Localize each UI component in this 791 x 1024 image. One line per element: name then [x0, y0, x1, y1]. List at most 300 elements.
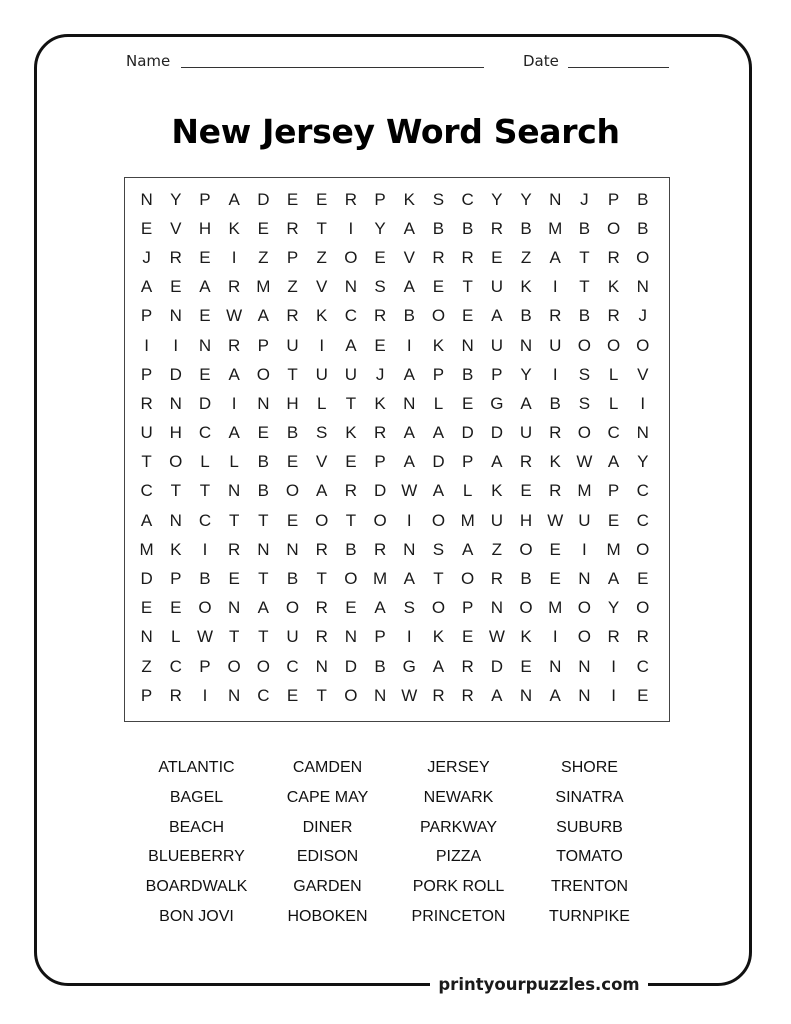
grid-cell[interactable]: P: [199, 656, 211, 676]
grid-cell[interactable]: K: [432, 335, 445, 355]
grid-cell[interactable]: H: [198, 218, 212, 238]
grid-cell[interactable]: A: [199, 277, 211, 297]
grid-cell[interactable]: B: [578, 306, 591, 326]
grid-cell[interactable]: M: [606, 539, 621, 559]
grid-cell[interactable]: B: [578, 218, 591, 238]
grid-cell[interactable]: K: [491, 481, 503, 501]
grid-cell[interactable]: C: [344, 306, 358, 326]
grid-cell[interactable]: P: [257, 335, 270, 355]
grid-cell[interactable]: N: [169, 306, 182, 326]
grid-cell[interactable]: O: [519, 598, 533, 618]
grid-cell[interactable]: U: [490, 335, 503, 355]
grid-cell[interactable]: P: [140, 364, 153, 384]
grid-cell[interactable]: R: [228, 335, 241, 355]
grid-cell[interactable]: Z: [141, 656, 152, 676]
grid-cell[interactable]: U: [344, 364, 358, 384]
grid-cell[interactable]: U: [549, 335, 562, 355]
grid-cell[interactable]: E: [345, 452, 357, 472]
grid-cell[interactable]: P: [461, 598, 474, 618]
grid-cell[interactable]: I: [231, 247, 237, 267]
grid-cell[interactable]: C: [198, 510, 212, 530]
grid-cell[interactable]: L: [229, 452, 239, 472]
grid-cell[interactable]: O: [344, 569, 358, 589]
grid-cell[interactable]: O: [169, 452, 183, 472]
grid-cell[interactable]: D: [490, 423, 503, 443]
grid-cell[interactable]: K: [316, 306, 328, 326]
grid-cell[interactable]: P: [607, 189, 620, 209]
grid-cell[interactable]: C: [286, 656, 299, 676]
grid-cell[interactable]: A: [491, 306, 503, 326]
grid-cell[interactable]: B: [374, 656, 386, 676]
grid-cell[interactable]: B: [637, 218, 649, 238]
grid-cell[interactable]: R: [140, 393, 153, 413]
grid-cell[interactable]: A: [374, 598, 386, 618]
grid-cell[interactable]: T: [287, 364, 298, 384]
grid-cell[interactable]: A: [257, 306, 270, 326]
grid-cell[interactable]: W: [488, 627, 505, 647]
grid-cell[interactable]: P: [374, 452, 386, 472]
grid-cell[interactable]: N: [636, 423, 649, 443]
grid-cell[interactable]: B: [461, 364, 474, 384]
grid-cell[interactable]: A: [403, 452, 415, 472]
grid-cell[interactable]: I: [552, 277, 558, 297]
grid-cell[interactable]: A: [549, 685, 561, 705]
grid-cell[interactable]: W: [226, 306, 243, 326]
grid-cell[interactable]: N: [169, 393, 182, 413]
grid-cell[interactable]: R: [373, 539, 387, 559]
grid-cell[interactable]: B: [286, 423, 299, 443]
grid-cell[interactable]: Y: [637, 452, 649, 472]
grid-cell[interactable]: A: [316, 481, 328, 501]
grid-cell[interactable]: R: [315, 598, 328, 618]
grid-cell[interactable]: E: [637, 569, 649, 589]
grid-cell[interactable]: N: [403, 539, 416, 559]
grid-cell[interactable]: T: [316, 569, 327, 589]
grid-cell[interactable]: D: [198, 393, 212, 413]
grid-cell[interactable]: N: [549, 656, 562, 676]
grid-cell[interactable]: Z: [287, 277, 298, 297]
grid-cell[interactable]: A: [403, 364, 415, 384]
grid-cell[interactable]: I: [319, 335, 325, 355]
grid-cell[interactable]: B: [403, 306, 415, 326]
grid-cell[interactable]: N: [257, 539, 270, 559]
grid-cell[interactable]: T: [433, 569, 444, 589]
grid-cell[interactable]: Y: [170, 189, 182, 209]
grid-cell[interactable]: H: [519, 510, 533, 530]
grid-cell[interactable]: C: [461, 189, 474, 209]
grid-cell[interactable]: K: [170, 539, 182, 559]
grid-cell[interactable]: O: [431, 306, 446, 326]
grid-cell[interactable]: B: [286, 569, 299, 589]
grid-cell[interactable]: A: [461, 539, 474, 559]
grid-cell[interactable]: V: [403, 247, 415, 267]
grid-cell[interactable]: T: [462, 277, 473, 297]
grid-cell[interactable]: M: [548, 218, 563, 238]
grid-cell[interactable]: S: [374, 277, 386, 297]
grid-cell[interactable]: B: [520, 569, 532, 589]
grid-cell[interactable]: W: [547, 510, 564, 530]
grid-cell[interactable]: R: [228, 539, 241, 559]
grid-cell[interactable]: I: [611, 685, 616, 705]
grid-cell[interactable]: A: [257, 598, 270, 618]
grid-cell[interactable]: E: [257, 423, 270, 443]
grid-cell[interactable]: M: [460, 510, 475, 530]
grid-cell[interactable]: O: [256, 656, 270, 676]
grid-cell[interactable]: O: [577, 423, 592, 443]
grid-cell[interactable]: K: [403, 189, 415, 209]
grid-cell[interactable]: C: [169, 656, 182, 676]
grid-cell[interactable]: M: [577, 481, 592, 501]
grid-cell[interactable]: D: [257, 189, 270, 209]
grid-cell[interactable]: U: [286, 335, 299, 355]
grid-cell[interactable]: R: [286, 306, 299, 326]
grid-cell[interactable]: S: [432, 539, 445, 559]
grid-cell[interactable]: A: [432, 656, 445, 676]
grid-cell[interactable]: P: [140, 685, 153, 705]
grid-cell[interactable]: R: [461, 247, 474, 267]
grid-cell[interactable]: E: [432, 277, 445, 297]
grid-cell[interactable]: O: [519, 539, 533, 559]
grid-cell[interactable]: E: [199, 247, 211, 267]
grid-cell[interactable]: S: [316, 423, 328, 443]
grid-cell[interactable]: R: [490, 569, 503, 589]
grid-cell[interactable]: E: [257, 218, 270, 238]
grid-cell[interactable]: P: [432, 364, 445, 384]
grid-cell[interactable]: Y: [491, 189, 503, 209]
grid-cell[interactable]: T: [579, 247, 590, 267]
grid-cell[interactable]: N: [228, 481, 241, 501]
grid-cell[interactable]: N: [140, 189, 153, 209]
grid-cell[interactable]: A: [140, 510, 153, 530]
grid-cell[interactable]: L: [316, 393, 327, 413]
grid-cell[interactable]: M: [256, 277, 271, 297]
grid-cell[interactable]: U: [315, 364, 328, 384]
grid-cell[interactable]: K: [549, 452, 561, 472]
grid-cell[interactable]: E: [461, 393, 474, 413]
grid-cell[interactable]: E: [374, 247, 386, 267]
grid-cell[interactable]: N: [578, 656, 591, 676]
grid-cell[interactable]: Z: [520, 247, 532, 267]
grid-cell[interactable]: W: [401, 685, 418, 705]
grid-cell[interactable]: Y: [520, 364, 532, 384]
grid-cell[interactable]: R: [636, 627, 649, 647]
grid-cell[interactable]: N: [344, 627, 358, 647]
grid-cell[interactable]: E: [199, 364, 211, 384]
grid-cell[interactable]: A: [403, 218, 415, 238]
grid-cell[interactable]: I: [348, 218, 354, 238]
grid-cell[interactable]: O: [577, 598, 592, 618]
grid-cell[interactable]: N: [228, 685, 241, 705]
grid-cell[interactable]: N: [373, 685, 387, 705]
grid-cell[interactable]: K: [228, 218, 240, 238]
grid-cell[interactable]: O: [285, 598, 300, 618]
grid-cell[interactable]: D: [490, 656, 503, 676]
grid-cell[interactable]: O: [373, 510, 387, 530]
grid-cell[interactable]: A: [228, 423, 240, 443]
grid-cell[interactable]: E: [549, 569, 561, 589]
grid-cell[interactable]: I: [582, 539, 587, 559]
grid-cell[interactable]: J: [375, 364, 385, 384]
grid-cell[interactable]: K: [374, 393, 386, 413]
grid-cell[interactable]: I: [611, 656, 616, 676]
grid-cell[interactable]: R: [315, 627, 328, 647]
grid-cell[interactable]: V: [316, 452, 328, 472]
grid-cell[interactable]: O: [636, 598, 650, 618]
grid-cell[interactable]: I: [406, 510, 412, 530]
grid-cell[interactable]: C: [607, 423, 620, 443]
grid-cell[interactable]: P: [286, 247, 299, 267]
grid-cell[interactable]: P: [374, 627, 386, 647]
grid-cell[interactable]: E: [345, 598, 357, 618]
grid-cell[interactable]: R: [228, 277, 241, 297]
grid-cell[interactable]: A: [228, 189, 240, 209]
grid-cell[interactable]: E: [607, 510, 620, 530]
grid-cell[interactable]: A: [491, 452, 503, 472]
grid-cell[interactable]: Y: [520, 189, 532, 209]
grid-cell[interactable]: O: [198, 598, 212, 618]
grid-cell[interactable]: B: [549, 393, 561, 413]
grid-cell[interactable]: O: [431, 510, 446, 530]
grid-cell[interactable]: R: [432, 247, 445, 267]
grid-cell[interactable]: R: [169, 685, 182, 705]
grid-cell[interactable]: K: [607, 277, 620, 297]
grid-cell[interactable]: T: [579, 277, 590, 297]
grid-cell[interactable]: J: [638, 306, 648, 326]
grid-cell[interactable]: D: [140, 569, 153, 589]
footer-site-link[interactable]: printyourpuzzles.com: [438, 975, 640, 994]
grid-cell[interactable]: A: [345, 335, 357, 355]
grid-cell[interactable]: E: [461, 627, 474, 647]
grid-cell[interactable]: K: [520, 277, 532, 297]
grid-cell[interactable]: P: [491, 364, 503, 384]
grid-cell[interactable]: L: [171, 627, 181, 647]
grid-cell[interactable]: W: [401, 481, 418, 501]
grid-cell[interactable]: Z: [258, 247, 269, 267]
grid-cell[interactable]: B: [257, 481, 270, 501]
grid-cell[interactable]: E: [286, 189, 299, 209]
grid-cell[interactable]: T: [258, 510, 269, 530]
grid-cell[interactable]: A: [403, 277, 415, 297]
grid-cell[interactable]: N: [578, 685, 591, 705]
grid-cell[interactable]: E: [199, 306, 211, 326]
grid-cell[interactable]: R: [315, 539, 328, 559]
grid-cell[interactable]: A: [432, 423, 445, 443]
grid-cell[interactable]: R: [549, 306, 562, 326]
grid-cell[interactable]: N: [549, 189, 562, 209]
grid-cell[interactable]: T: [345, 393, 357, 413]
grid-cell[interactable]: R: [519, 452, 533, 472]
grid-cell[interactable]: E: [491, 247, 503, 267]
grid-cell[interactable]: R: [607, 247, 620, 267]
grid-cell[interactable]: N: [461, 335, 474, 355]
grid-cell[interactable]: O: [344, 685, 358, 705]
grid-cell[interactable]: C: [198, 423, 212, 443]
grid-cell[interactable]: W: [576, 452, 593, 472]
grid-cell[interactable]: E: [286, 510, 299, 530]
grid-cell[interactable]: M: [548, 598, 563, 618]
grid-cell[interactable]: E: [520, 481, 532, 501]
grid-cell[interactable]: N: [403, 393, 416, 413]
grid-cell[interactable]: E: [140, 598, 153, 618]
grid-cell[interactable]: I: [406, 627, 412, 647]
grid-cell[interactable]: R: [490, 218, 503, 238]
grid-cell[interactable]: B: [461, 218, 474, 238]
grid-cell[interactable]: I: [231, 393, 237, 413]
grid-cell[interactable]: H: [286, 393, 299, 413]
grid-cell[interactable]: R: [549, 423, 562, 443]
grid-cell[interactable]: O: [606, 218, 621, 238]
grid-cell[interactable]: U: [140, 423, 153, 443]
grid-cell[interactable]: A: [403, 569, 415, 589]
grid-cell[interactable]: T: [258, 627, 269, 647]
grid-cell[interactable]: N: [169, 510, 182, 530]
grid-cell[interactable]: A: [607, 452, 620, 472]
grid-cell[interactable]: N: [140, 627, 153, 647]
grid-cell[interactable]: O: [431, 598, 446, 618]
grid-cell[interactable]: A: [491, 685, 503, 705]
grid-cell[interactable]: A: [403, 423, 415, 443]
grid-cell[interactable]: K: [432, 627, 445, 647]
grid-cell[interactable]: K: [345, 423, 357, 443]
grid-cell[interactable]: R: [344, 189, 358, 209]
grid-cell[interactable]: T: [228, 627, 240, 647]
grid-cell[interactable]: T: [316, 685, 327, 705]
grid-cell[interactable]: E: [286, 685, 299, 705]
grid-cell[interactable]: D: [344, 656, 358, 676]
grid-cell[interactable]: P: [199, 189, 211, 209]
grid-cell[interactable]: N: [315, 656, 328, 676]
grid-cell[interactable]: T: [316, 218, 327, 238]
grid-cell[interactable]: R: [461, 685, 474, 705]
grid-cell[interactable]: V: [316, 277, 328, 297]
grid-cell[interactable]: R: [607, 306, 620, 326]
grid-cell[interactable]: O: [577, 335, 592, 355]
grid-cell[interactable]: O: [636, 335, 650, 355]
grid-cell[interactable]: S: [578, 393, 591, 413]
grid-cell[interactable]: L: [462, 481, 473, 501]
grid-cell[interactable]: M: [139, 539, 154, 559]
grid-cell[interactable]: L: [433, 393, 444, 413]
grid-cell[interactable]: T: [228, 510, 240, 530]
grid-cell[interactable]: T: [199, 481, 211, 501]
grid-cell[interactable]: K: [520, 627, 532, 647]
grid-cell[interactable]: S: [403, 598, 415, 618]
grid-cell[interactable]: P: [374, 189, 386, 209]
grid-cell[interactable]: I: [640, 393, 646, 413]
grid-cell[interactable]: R: [607, 627, 620, 647]
grid-cell[interactable]: O: [256, 364, 270, 384]
grid-cell[interactable]: R: [373, 423, 387, 443]
grid-cell[interactable]: E: [374, 335, 386, 355]
grid-cell[interactable]: N: [519, 685, 533, 705]
grid-cell[interactable]: Z: [491, 539, 503, 559]
grid-cell[interactable]: B: [199, 569, 211, 589]
grid-cell[interactable]: J: [142, 247, 151, 267]
grid-cell[interactable]: P: [461, 452, 474, 472]
grid-cell[interactable]: B: [520, 218, 532, 238]
grid-cell[interactable]: E: [228, 569, 240, 589]
grid-cell[interactable]: P: [607, 481, 620, 501]
grid-cell[interactable]: L: [608, 393, 619, 413]
grid-cell[interactable]: A: [228, 364, 240, 384]
grid-cell[interactable]: A: [432, 481, 445, 501]
grid-cell[interactable]: B: [637, 189, 649, 209]
grid-cell[interactable]: S: [432, 189, 445, 209]
grid-cell[interactable]: C: [257, 685, 270, 705]
grid-cell[interactable]: R: [432, 685, 445, 705]
grid-cell[interactable]: W: [196, 627, 213, 647]
grid-cell[interactable]: U: [578, 510, 591, 530]
grid-cell[interactable]: C: [140, 481, 153, 501]
grid-cell[interactable]: T: [170, 481, 181, 501]
grid-cell[interactable]: U: [286, 627, 299, 647]
grid-cell[interactable]: N: [344, 277, 358, 297]
grid-cell[interactable]: C: [636, 481, 649, 501]
grid-cell[interactable]: O: [577, 627, 592, 647]
grid-cell[interactable]: A: [520, 393, 532, 413]
grid-cell[interactable]: R: [373, 306, 387, 326]
grid-cell[interactable]: O: [315, 510, 329, 530]
grid-cell[interactable]: E: [549, 539, 561, 559]
puzzle-grid[interactable]: [132, 185, 657, 710]
grid-cell[interactable]: T: [141, 452, 152, 472]
grid-cell[interactable]: O: [227, 656, 241, 676]
grid-cell[interactable]: U: [490, 277, 503, 297]
grid-cell[interactable]: E: [316, 189, 328, 209]
grid-cell[interactable]: G: [490, 393, 504, 413]
grid-cell[interactable]: C: [636, 656, 649, 676]
grid-cell[interactable]: T: [345, 510, 357, 530]
grid-cell[interactable]: V: [170, 218, 182, 238]
grid-cell[interactable]: O: [461, 569, 475, 589]
grid-cell[interactable]: B: [520, 306, 532, 326]
grid-cell[interactable]: D: [432, 452, 445, 472]
grid-cell[interactable]: E: [520, 656, 532, 676]
grid-cell[interactable]: A: [607, 569, 620, 589]
grid-cell[interactable]: R: [286, 218, 299, 238]
grid-cell[interactable]: U: [490, 510, 503, 530]
grid-cell[interactable]: M: [373, 569, 388, 589]
grid-cell[interactable]: B: [432, 218, 445, 238]
grid-cell[interactable]: B: [257, 452, 270, 472]
grid-cell[interactable]: Y: [607, 598, 620, 618]
grid-cell[interactable]: A: [140, 277, 153, 297]
grid-cell[interactable]: Z: [316, 247, 327, 267]
grid-cell[interactable]: I: [552, 364, 558, 384]
grid-cell[interactable]: N: [286, 539, 299, 559]
grid-cell[interactable]: D: [169, 364, 182, 384]
grid-cell[interactable]: C: [636, 510, 649, 530]
grid-cell[interactable]: U: [519, 423, 533, 443]
grid-cell[interactable]: R: [549, 481, 562, 501]
date-field-line[interactable]: [568, 67, 669, 68]
grid-cell[interactable]: A: [549, 247, 561, 267]
grid-cell[interactable]: N: [257, 393, 270, 413]
grid-cell[interactable]: N: [228, 598, 241, 618]
grid-cell[interactable]: E: [170, 598, 182, 618]
grid-cell[interactable]: P: [170, 569, 182, 589]
grid-cell[interactable]: E: [170, 277, 182, 297]
grid-cell[interactable]: O: [636, 539, 650, 559]
grid-cell[interactable]: T: [258, 569, 269, 589]
grid-cell[interactable]: B: [345, 539, 357, 559]
grid-cell[interactable]: O: [285, 481, 300, 501]
grid-cell[interactable]: E: [461, 306, 474, 326]
grid-cell[interactable]: V: [637, 364, 649, 384]
name-field-line[interactable]: [181, 67, 484, 68]
grid-cell[interactable]: I: [552, 627, 558, 647]
grid-cell[interactable]: D: [373, 481, 387, 501]
